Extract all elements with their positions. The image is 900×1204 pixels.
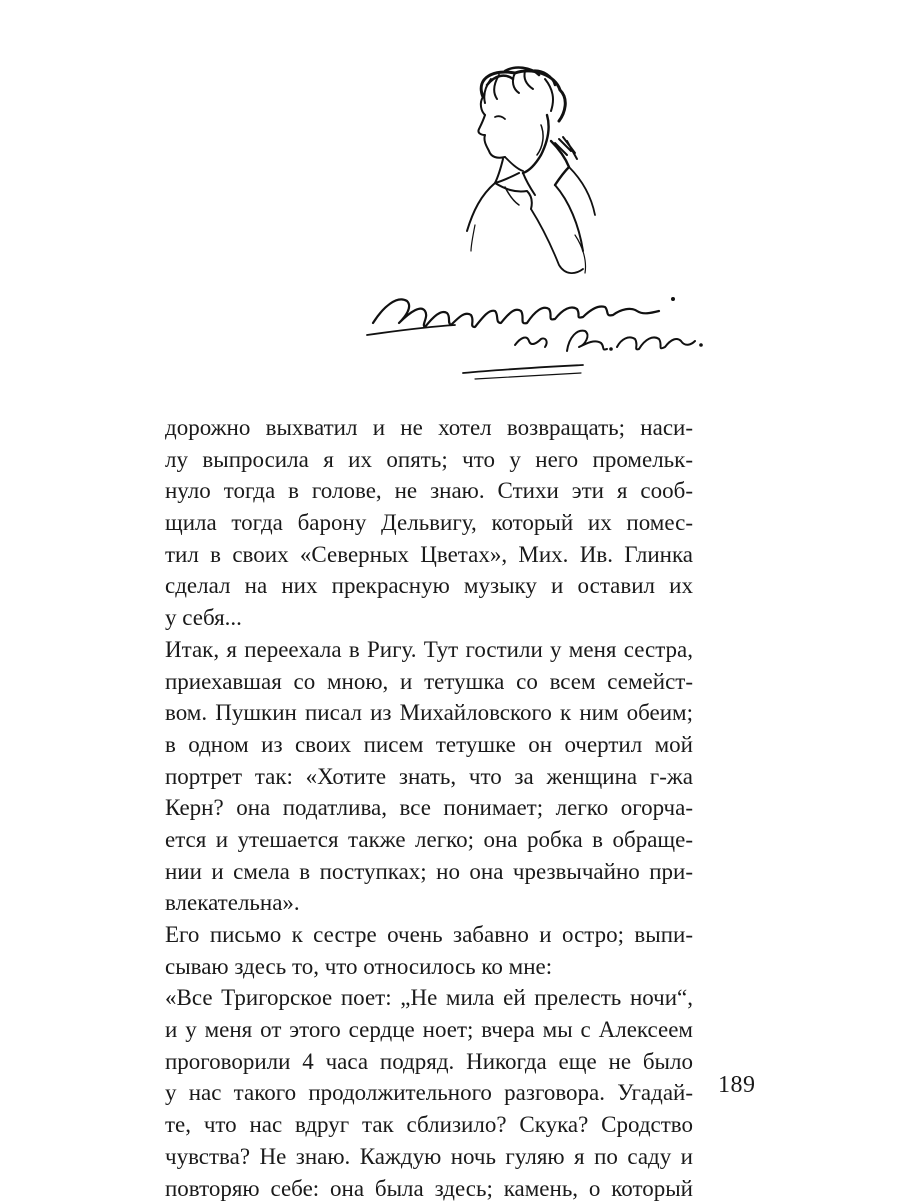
portrait-sketch — [355, 55, 715, 385]
text-line: сываю здесь то, что относилось ко мне: — [165, 951, 693, 983]
text-line: Его письмо к сестре очень забавно и остро; выпи- — [165, 919, 693, 951]
text-line: Керн? она податлива, все понимает; легко огорча- — [165, 792, 693, 824]
text-line: у себя... — [165, 602, 693, 634]
text-line: и у меня от этого сердце ноет; вчера мы с Алексеем — [165, 1014, 693, 1046]
text-line: нии и смела в поступках; но она чрезвычайно при- — [165, 856, 693, 888]
text-line: проговорили 4 часа подряд. Никогда еще не было — [165, 1046, 693, 1078]
portrait-sketch-icon — [355, 55, 715, 385]
text-line: портрет так: «Хотите знать, что за женщина г-жа — [165, 761, 693, 793]
text-line: нуло тогда в голове, не знаю. Стихи эти я сооб- — [165, 475, 693, 507]
text-line: у нас такого продолжительного разговора. Угадай- — [165, 1077, 693, 1109]
text-line: чувства? Не знаю. Каждую ночь гуляю я по саду и — [165, 1141, 693, 1173]
text-line: вом. Пушкин писал из Михайловского к ним обеим; — [165, 697, 693, 729]
text-line: влекательна». — [165, 887, 693, 919]
text-line: сделал на них прекрасную музыку и оставил их — [165, 570, 693, 602]
text-line: ется и утешается также легко; она робка в обраще- — [165, 824, 693, 856]
text-line: те, что нас вдруг так сблизило? Скука? Сродство — [165, 1109, 693, 1141]
text-line: щила тогда барону Дельвигу, который их помес- — [165, 507, 693, 539]
text-line: лу выпросила я их опять; что у него промельк- — [165, 444, 693, 476]
body-text — [165, 412, 693, 1204]
text-line: в одном из своих писем тетушке он очертил мой — [165, 729, 693, 761]
text-line: дорожно выхватил и не хотел возвращать; наси- — [165, 412, 693, 444]
text-line: тил в своих «Северных Цветах», Мих. Ив. Глинка — [165, 539, 693, 571]
text-line: приехавшая со мною, и тетушка со всем семейст- — [165, 666, 693, 698]
page-number: 189 — [718, 1072, 756, 1099]
text-line: «Все Тригорское поет: „Не мила ей прелесть ночи“, — [165, 982, 693, 1014]
text-line: Итак, я переехала в Ригу. Тут гостили у меня сестра, — [165, 634, 693, 666]
text-line: повторяю себе: она была здесь; камень, о который — [165, 1173, 693, 1204]
